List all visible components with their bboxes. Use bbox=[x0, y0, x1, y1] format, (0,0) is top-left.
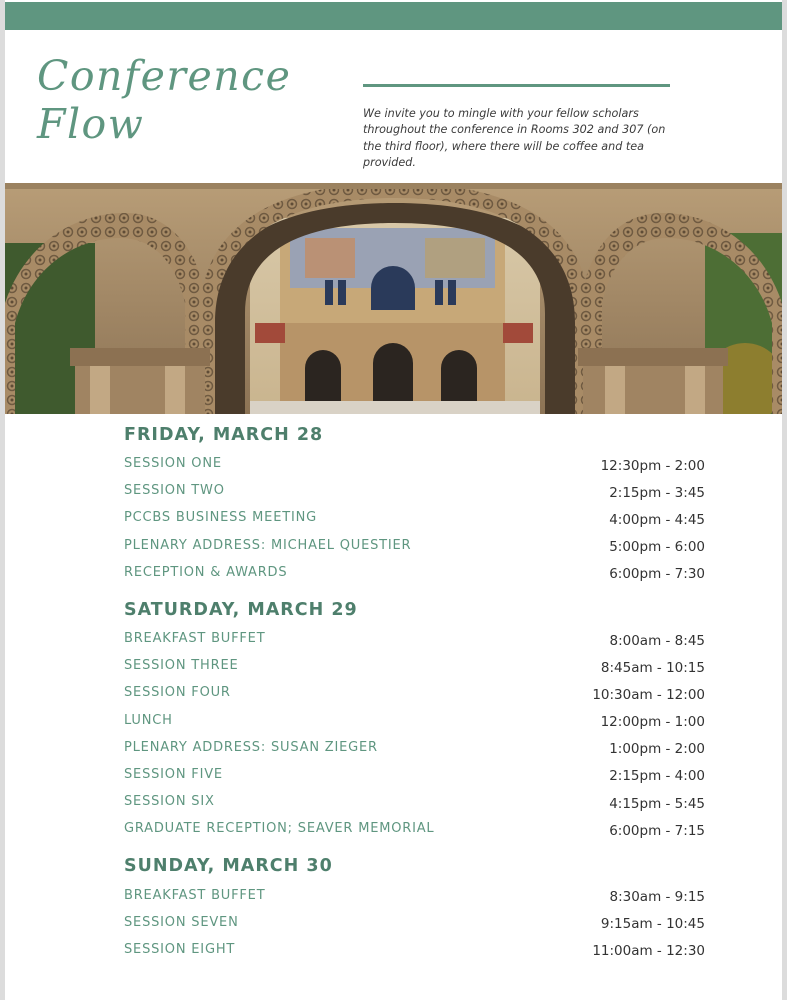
schedule-row bbox=[124, 450, 705, 477]
event-time: 9:15am - 10:45 bbox=[600, 916, 705, 933]
event-name: PLENARY ADDRESS: SUSAN ZIEGER bbox=[124, 739, 378, 755]
page-title bbox=[37, 52, 291, 148]
schedule-row bbox=[124, 532, 705, 559]
schedule-row bbox=[124, 625, 705, 652]
event-name: SESSION TWO bbox=[124, 483, 225, 499]
document-page bbox=[5, 0, 782, 1000]
divider-rule bbox=[363, 84, 670, 87]
schedule bbox=[124, 423, 705, 963]
event-time: 4:00pm - 4:45 bbox=[609, 511, 705, 528]
event-name: RECEPTION & AWARDS bbox=[124, 564, 288, 580]
event-name: SESSION ONE bbox=[124, 456, 222, 472]
arcade-illustration bbox=[5, 183, 782, 414]
schedule-row bbox=[124, 936, 705, 963]
event-time: 11:00am - 12:30 bbox=[592, 943, 705, 960]
day-heading: SUNDAY, MARCH 30 bbox=[124, 856, 333, 877]
schedule-row bbox=[124, 734, 705, 761]
intro-text: We invite you to mingle with your fellow scholars throughout the conference in Rooms 302 and 307 (on the third floor), where there will be coffee and tea provided. bbox=[363, 107, 666, 169]
schedule-row bbox=[124, 477, 705, 504]
schedule-row bbox=[124, 504, 705, 531]
event-name: PLENARY ADDRESS: MICHAEL QUESTIER bbox=[124, 537, 412, 553]
day-sunday bbox=[124, 854, 705, 963]
event-name: LUNCH bbox=[124, 712, 173, 728]
event-name: BREAKFAST BUFFET bbox=[124, 631, 266, 647]
schedule-row bbox=[124, 881, 705, 908]
title-line-2: Flow bbox=[37, 100, 145, 148]
event-time: 6:00pm - 7:30 bbox=[609, 566, 705, 583]
event-time: 8:30am - 9:15 bbox=[609, 889, 705, 906]
event-name: SESSION FOUR bbox=[124, 685, 231, 701]
event-time: 2:15pm - 4:00 bbox=[609, 768, 705, 785]
schedule-row bbox=[124, 559, 705, 586]
event-name: BREAKFAST BUFFET bbox=[124, 887, 266, 903]
schedule-row bbox=[124, 707, 705, 734]
schedule-row bbox=[124, 815, 705, 842]
day-friday bbox=[124, 423, 705, 586]
event-time: 2:15pm - 3:45 bbox=[609, 484, 705, 501]
event-name: SESSION THREE bbox=[124, 658, 239, 674]
event-name: GRADUATE RECEPTION; SEAVER MEMORIAL bbox=[124, 821, 435, 837]
day-saturday bbox=[124, 598, 705, 843]
event-time: 6:00pm - 7:15 bbox=[609, 822, 705, 839]
day-heading: FRIDAY, MARCH 28 bbox=[124, 425, 324, 445]
event-time: 10:30am - 12:00 bbox=[592, 686, 705, 703]
title-line-1: Conference bbox=[37, 52, 292, 100]
event-time: 4:15pm - 5:45 bbox=[609, 795, 705, 812]
arcade-photo bbox=[5, 183, 782, 414]
event-time: 12:30pm - 2:00 bbox=[600, 457, 705, 474]
event-time: 8:00am - 8:45 bbox=[609, 632, 705, 649]
event-time: 5:00pm - 6:00 bbox=[609, 539, 705, 556]
schedule-row bbox=[124, 788, 705, 815]
schedule-row bbox=[124, 652, 705, 679]
event-name: PCCBS BUSINESS MEETING bbox=[124, 510, 317, 526]
schedule-row bbox=[124, 909, 705, 936]
schedule-row bbox=[124, 679, 705, 706]
event-time: 1:00pm - 2:00 bbox=[609, 741, 705, 758]
event-time: 8:45am - 10:15 bbox=[600, 659, 705, 676]
event-time: 12:00pm - 1:00 bbox=[600, 714, 705, 731]
event-name: SESSION SEVEN bbox=[124, 914, 239, 930]
header-bar bbox=[5, 2, 782, 30]
schedule-row bbox=[124, 761, 705, 788]
day-heading: SATURDAY, MARCH 29 bbox=[124, 599, 358, 620]
event-name: SESSION FIVE bbox=[124, 766, 223, 782]
event-name: SESSION EIGHT bbox=[124, 941, 236, 957]
event-name: SESSION SIX bbox=[124, 794, 215, 810]
